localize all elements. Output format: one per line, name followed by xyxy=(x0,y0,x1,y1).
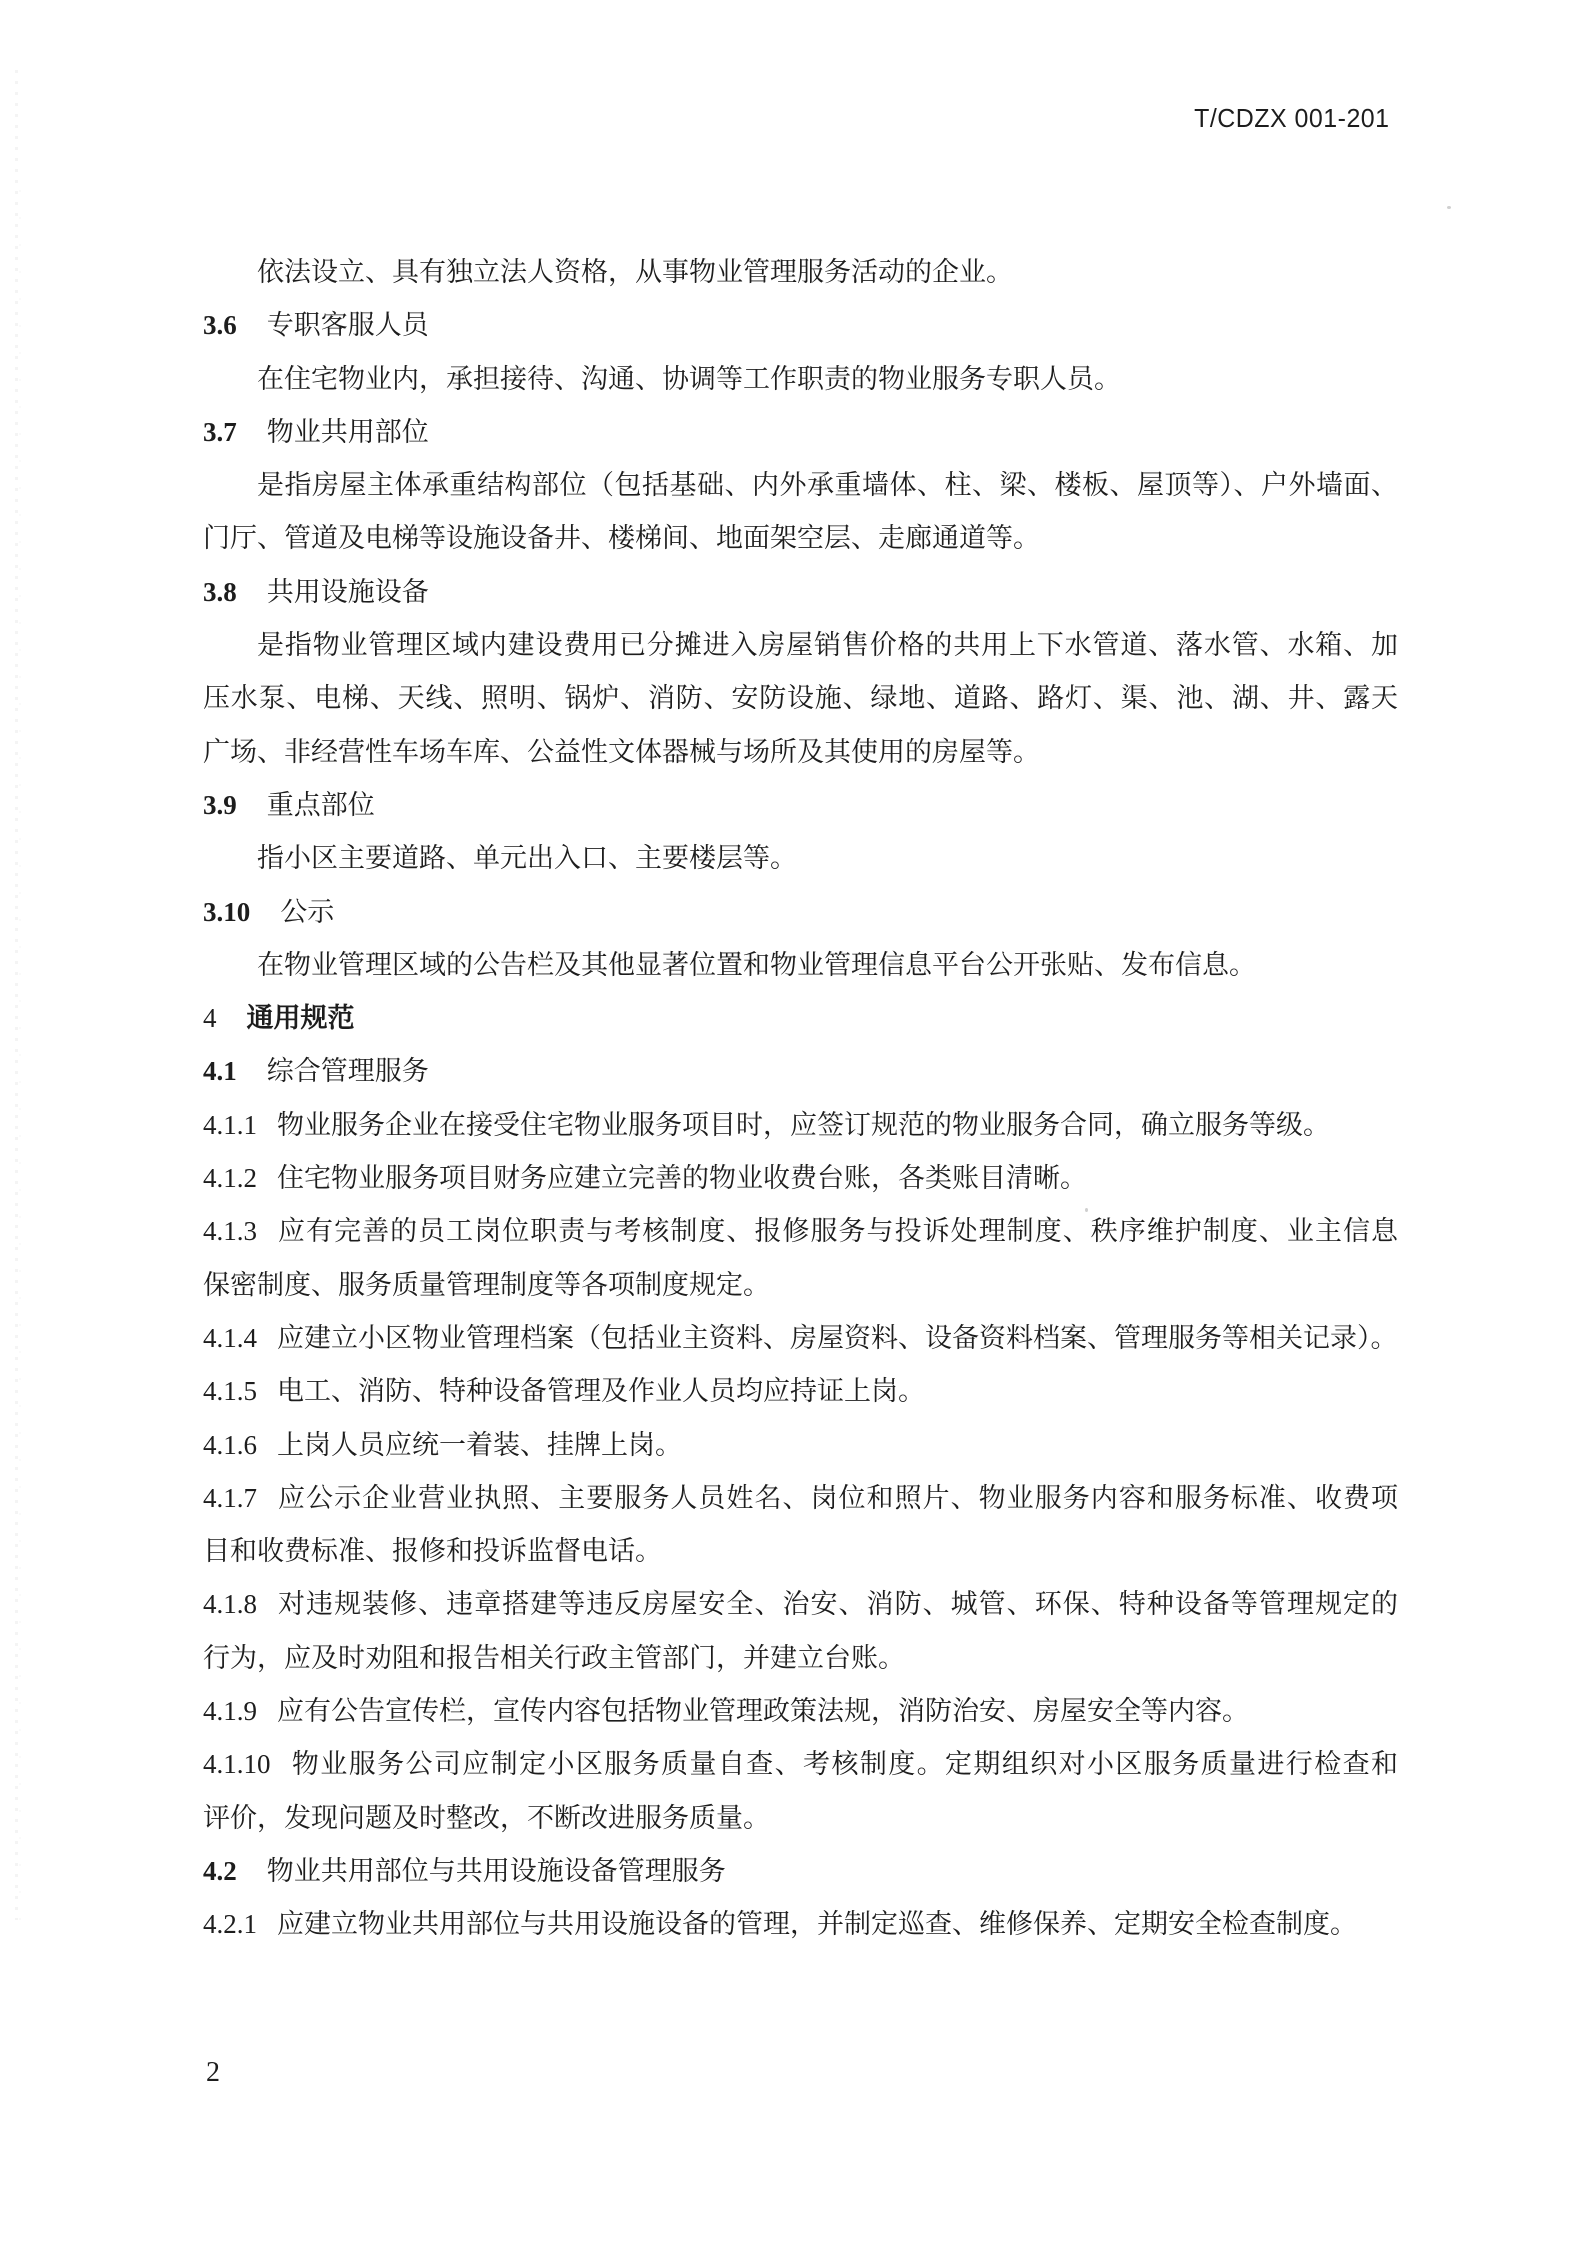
clause xyxy=(203,1738,1398,1791)
paragraph-continuation: 门厅、管道及电梯等设施设备井、楼梯间、地面架空层、走廊通道等。 xyxy=(203,523,1040,554)
clause xyxy=(203,1419,1398,1472)
clause-text: 应建立小区物业管理档案（包括业主资料、房屋资料、设备资料档案、管理服务等相关记录）。 xyxy=(277,1322,1398,1353)
section-title: 共用设施设备 xyxy=(266,576,429,607)
scan-speck xyxy=(1447,206,1451,209)
clause-text: 应有公告宣传栏，宣传内容包括物业管理政策法规，消防治安、房屋安全等内容。 xyxy=(277,1696,1249,1727)
clause xyxy=(203,1898,1398,1951)
section-title: 专职客服人员 xyxy=(266,310,429,341)
definition-paragraph: 在住宅物业内，承担接待、沟通、协调等工作职责的物业服务专职人员。 xyxy=(257,363,1121,394)
section-number: 4.2 xyxy=(203,1855,237,1886)
clause xyxy=(203,1685,1398,1738)
section-title: 重点部位 xyxy=(266,789,375,820)
clause-text: 物业服务企业在接受住宅物业服务项目时，应签订规范的物业服务合同，确立服务等级。 xyxy=(277,1109,1330,1140)
section-number: 3.8 xyxy=(203,576,237,607)
clause-number: 4.1.9 xyxy=(203,1696,257,1727)
clause-text: 应建立物业共用部位与共用设施设备的管理，并制定巡查、维修保养、定期安全检查制度。 xyxy=(277,1909,1357,1940)
clause-continuation: 目和收费标准、报修和投诉监督电话。 xyxy=(203,1536,662,1567)
chapter-number: 4 xyxy=(203,1003,217,1034)
section-heading xyxy=(203,299,1398,352)
paragraph-continuation: 压水泵、电梯、天线、照明、锅炉、消防、安防设施、绿地、道路、路灯、渠、池、湖、井、露天 xyxy=(203,683,1398,714)
clause xyxy=(203,1578,1398,1631)
clause-continuation: 保密制度、服务质量管理制度等各项制度规定。 xyxy=(203,1269,770,1300)
clause xyxy=(203,1152,1398,1205)
clause-number: 4.1.7 xyxy=(203,1482,257,1513)
definition-paragraph: 在物业管理区域的公告栏及其他显著位置和物业管理信息平台公开张贴、发布信息。 xyxy=(257,949,1256,980)
clause xyxy=(203,1365,1398,1418)
section-title: 公示 xyxy=(280,896,335,927)
clause-continuation: 评价，发现问题及时整改，不断改进服务质量。 xyxy=(203,1802,770,1833)
definition-paragraph: 指小区主要道路、单元出入口、主要楼层等。 xyxy=(257,843,797,874)
section-heading xyxy=(203,886,1398,939)
section-title: 物业共用部位与共用设施设备管理服务 xyxy=(266,1855,726,1886)
chapter-heading xyxy=(203,992,1398,1045)
clause-number: 4.1.5 xyxy=(203,1376,257,1407)
clause xyxy=(203,1205,1398,1258)
section-title: 物业共用部位 xyxy=(266,416,429,447)
definition-paragraph: 是指房屋主体承重结构部位（包括基础、内外承重墙体、柱、梁、楼板、屋顶等）、户外墙面、 xyxy=(257,470,1398,501)
clause-number: 4.2.1 xyxy=(203,1909,257,1940)
clause xyxy=(203,1312,1398,1365)
section-number: 3.9 xyxy=(203,789,237,820)
section-number: 3.7 xyxy=(203,416,237,447)
clause-number: 4.1.2 xyxy=(203,1163,257,1194)
clause-number: 4.1.6 xyxy=(203,1429,257,1460)
section-number: 3.10 xyxy=(203,896,251,927)
scan-noise-left-edge xyxy=(6,70,22,1920)
clause-number: 4.1.4 xyxy=(203,1322,257,1353)
definition-paragraph: 是指物业管理区域内建设费用已分摊进入房屋销售价格的共用上下水管道、落水管、水箱、加 xyxy=(257,630,1398,661)
paragraph-continuation: 广场、非经营性车场车库、公益性文体器械与场所及其使用的房屋等。 xyxy=(203,736,1040,767)
clause-text: 物业服务公司应制定小区服务质量自查、考核制度。定期组织对小区服务质量进行检查和 xyxy=(290,1749,1398,1780)
section-number: 4.1 xyxy=(203,1056,237,1087)
document-body xyxy=(203,246,1398,1952)
clause-number: 4.1.8 xyxy=(203,1589,257,1620)
clause-continuation: 行为，应及时劝阻和报告相关行政主管部门，并建立台账。 xyxy=(203,1642,905,1673)
clause xyxy=(203,1099,1398,1152)
section-number: 3.6 xyxy=(203,310,237,341)
clause-number: 4.1.1 xyxy=(203,1109,257,1140)
section-heading xyxy=(203,566,1398,619)
section-heading xyxy=(203,779,1398,832)
standard-code-header: T/CDZX 001-201 xyxy=(1194,103,1390,133)
clause-text: 应有完善的员工岗位职责与考核制度、报修服务与投诉处理制度、秩序维护制度、业主信息 xyxy=(277,1216,1398,1247)
page-number: 2 xyxy=(206,2057,220,2088)
clause-text: 对违规装修、违章搭建等违反房屋安全、治安、消防、城管、环保、特种设备等管理规定的 xyxy=(277,1589,1398,1620)
clause-number: 4.1.10 xyxy=(203,1749,271,1780)
clause-text: 电工、消防、特种设备管理及作业人员均应持证上岗。 xyxy=(277,1376,925,1407)
section-title: 综合管理服务 xyxy=(266,1056,429,1087)
clause-text: 上岗人员应统一着装、挂牌上岗。 xyxy=(277,1429,682,1460)
clause-text: 应公示企业营业执照、主要服务人员姓名、岗位和照片、物业服务内容和服务标准、收费项 xyxy=(277,1482,1398,1513)
clause xyxy=(203,1472,1398,1525)
clause-number: 4.1.3 xyxy=(203,1216,257,1247)
definition-paragraph: 依法设立、具有独立法人资格，从事物业管理服务活动的企业。 xyxy=(257,257,1013,287)
section-heading xyxy=(203,1045,1398,1098)
clause-text: 住宅物业服务项目财务应建立完善的物业收费台账，各类账目清晰。 xyxy=(277,1163,1087,1194)
section-heading xyxy=(203,406,1398,459)
chapter-title: 通用规范 xyxy=(246,1003,355,1034)
section-heading xyxy=(203,1845,1398,1898)
